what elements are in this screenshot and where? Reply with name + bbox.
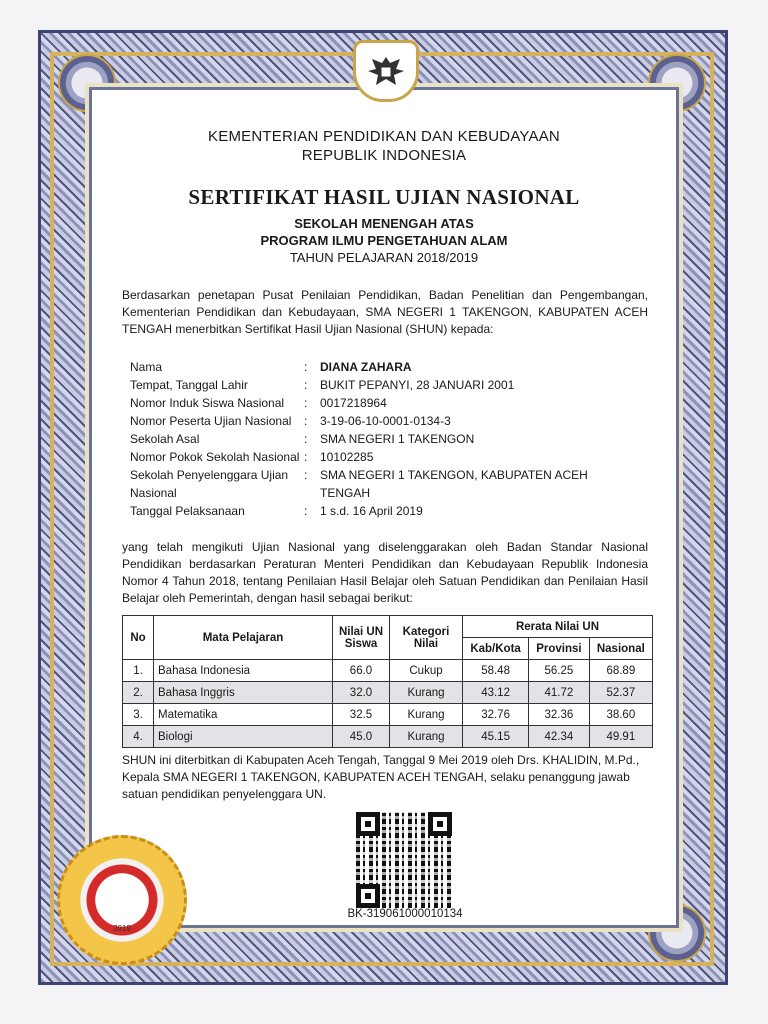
separator: : — [304, 450, 308, 464]
identity-row — [130, 448, 640, 466]
header-category-line: Nilai — [413, 637, 439, 650]
table-row — [123, 726, 653, 748]
table-row — [123, 682, 653, 704]
separator: : — [304, 396, 308, 410]
identity-row — [130, 430, 640, 448]
qr-finder-icon — [356, 812, 380, 836]
row-regency: 32.76 — [463, 704, 529, 726]
header-average: Rerata Nilai UN — [463, 616, 653, 638]
identity-row — [130, 502, 640, 520]
separator: : — [304, 414, 308, 428]
row-category: Kurang — [390, 726, 463, 748]
table-row — [123, 660, 653, 682]
qr-finder-icon — [428, 812, 452, 836]
program-name: PROGRAM ILMU PENGETAHUAN ALAM — [260, 233, 508, 248]
row-province: 56.25 — [529, 660, 590, 682]
row-score: 66.0 — [333, 660, 390, 682]
header-subject: Mata Pelajaran — [154, 616, 333, 660]
identity-row — [130, 412, 640, 430]
row-subject: Matematika — [154, 704, 333, 726]
ministry-name: KEMENTERIAN PENDIDIKAN DAN KEBUDAYAAN — [208, 128, 560, 145]
school-level: SEKOLAH MENENGAH ATAS — [294, 216, 474, 231]
row-category: Cukup — [390, 660, 463, 682]
row-no: 2. — [123, 682, 154, 704]
school-of-origin: SMA NEGERI 1 TAKENGON — [320, 432, 475, 446]
exam-number: 3-19-06-10-0001-0134-3 — [320, 414, 451, 428]
header-score-line: Nilai UN — [338, 625, 384, 638]
intro-paragraph: Berdasarkan penetapan Pusat Penilaian Pendidikan, Badan Penelitian dan Pengembangan, Kementerian Pendidikan dan Kebudayaan, SMA NEGERI 1 TAKENGON, KABUPATEN ACEH TENGAH menerbitkan Sertifikat Hasil Ujian Nasional (SHUN) kepada: — [122, 288, 648, 336]
row-score: 32.0 — [333, 682, 390, 704]
organizer-value-line: TENGAH — [320, 486, 371, 500]
separator: : — [304, 360, 308, 374]
table-row — [123, 704, 653, 726]
student-name: DIANA ZAHARA — [320, 360, 412, 374]
closing-paragraph: SHUN ini diterbitkan di Kabupaten Aceh Tengah, Tanggal 9 Mei 2019 oleh Drs. KHALIDIN, M.Pd., Kepala SMA NEGERI 1 TAKENGON, KABUPATEN ACEH TENGAH, selaku penanggung jawab satuan pendidikan penyelenggara UN. — [122, 753, 640, 801]
birth-place-date: BUKIT PEPANYI, 28 JANUARI 2001 — [320, 378, 515, 392]
row-province: 32.36 — [529, 704, 590, 726]
organizer-school — [320, 466, 640, 502]
row-regency: 43.12 — [463, 682, 529, 704]
exam-dates: 1 s.d. 16 April 2019 — [320, 504, 423, 518]
row-national: 52.37 — [589, 682, 652, 704]
row-national: 68.89 — [589, 660, 652, 682]
row-subject: Bahasa Inggris — [154, 682, 333, 704]
row-no: 3. — [123, 704, 154, 726]
certificate-content — [92, 90, 676, 266]
field-label: Tempat, Tanggal Lahir — [130, 378, 248, 392]
row-no: 1. — [123, 660, 154, 682]
row-category: Kurang — [390, 682, 463, 704]
header-province: Provinsi — [529, 638, 590, 660]
field-label: Nomor Induk Siswa Nasional — [130, 396, 285, 410]
separator: : — [304, 432, 308, 446]
row-province: 41.72 — [529, 682, 590, 704]
header-score-line: Siswa — [344, 637, 378, 650]
row-regency: 58.48 — [463, 660, 529, 682]
row-score: 32.5 — [333, 704, 390, 726]
field-label: Nomor Pokok Sekolah Nasional — [130, 450, 300, 464]
row-score: 45.0 — [333, 726, 390, 748]
row-national: 38.60 — [589, 704, 652, 726]
row-subject: Bahasa Indonesia — [154, 660, 333, 682]
separator: : — [304, 378, 308, 392]
header-category-line: Kategori — [402, 625, 450, 638]
npsn-value: 10102285 — [320, 450, 374, 464]
organizer-label-line: Sekolah Penyelenggara Ujian — [130, 468, 289, 482]
separator: : — [304, 504, 308, 518]
country-name: REPUBLIK INDONESIA — [301, 147, 467, 164]
second-paragraph: yang telah mengikuti Ujian Nasional yang diselenggarakan oleh Badan Standar Nasional Pendidikan berdasarkan Peraturan Menteri Pendidikan dan Kebudayaan Republik Indonesia Nomor 4 Tahun 2018, tentang Penilaian Hasil Belajar oleh Satuan Pendidikan dan Penilaian Hasil Belajar oleh Pemerintah, dengan hasil sebagai berikut: — [122, 540, 648, 605]
identity-row — [130, 376, 640, 394]
grades-table — [122, 615, 653, 748]
field-label: Nama — [130, 360, 163, 374]
row-regency: 45.15 — [463, 726, 529, 748]
academic-year: TAHUN PELAJARAN 2018/2019 — [289, 250, 479, 265]
organizer-label-line: Nasional — [130, 486, 177, 500]
ministry-heading — [92, 127, 676, 165]
row-no: 4. — [123, 726, 154, 748]
row-province: 42.34 — [529, 726, 590, 748]
field-label: Nomor Peserta Ujian Nasional — [130, 414, 292, 428]
header-regency: Kab/Kota — [463, 638, 529, 660]
row-category: Kurang — [390, 704, 463, 726]
certificate-code: BK-319061000010134 — [347, 908, 463, 920]
seal-year: 2019 — [113, 924, 131, 933]
qr-finder-icon — [356, 884, 380, 908]
organizer-value-line: SMA NEGERI 1 TAKENGON, KABUPATEN ACEH — [320, 468, 588, 482]
row-national: 49.91 — [589, 726, 652, 748]
identity-row — [130, 358, 640, 376]
nisn-value: 0017218964 — [320, 396, 387, 410]
header-category — [390, 616, 463, 660]
tut-wuri-handayani-seal-icon — [57, 835, 187, 965]
row-subject: Biologi — [154, 726, 333, 748]
identity-row — [130, 394, 640, 412]
identity-row — [130, 466, 640, 502]
header-score — [333, 616, 390, 660]
certificate-title: SERTIFIKAT HASIL UJIAN NASIONAL — [188, 185, 580, 209]
field-label — [130, 466, 304, 502]
student-identity-table — [130, 358, 640, 520]
field-label: Tanggal Pelaksanaan — [130, 504, 245, 518]
grades-header-row — [123, 616, 653, 638]
header-national: Nasional — [589, 638, 652, 660]
separator: : — [304, 468, 308, 482]
field-label: Sekolah Asal — [130, 432, 200, 446]
header-no: No — [123, 616, 154, 660]
